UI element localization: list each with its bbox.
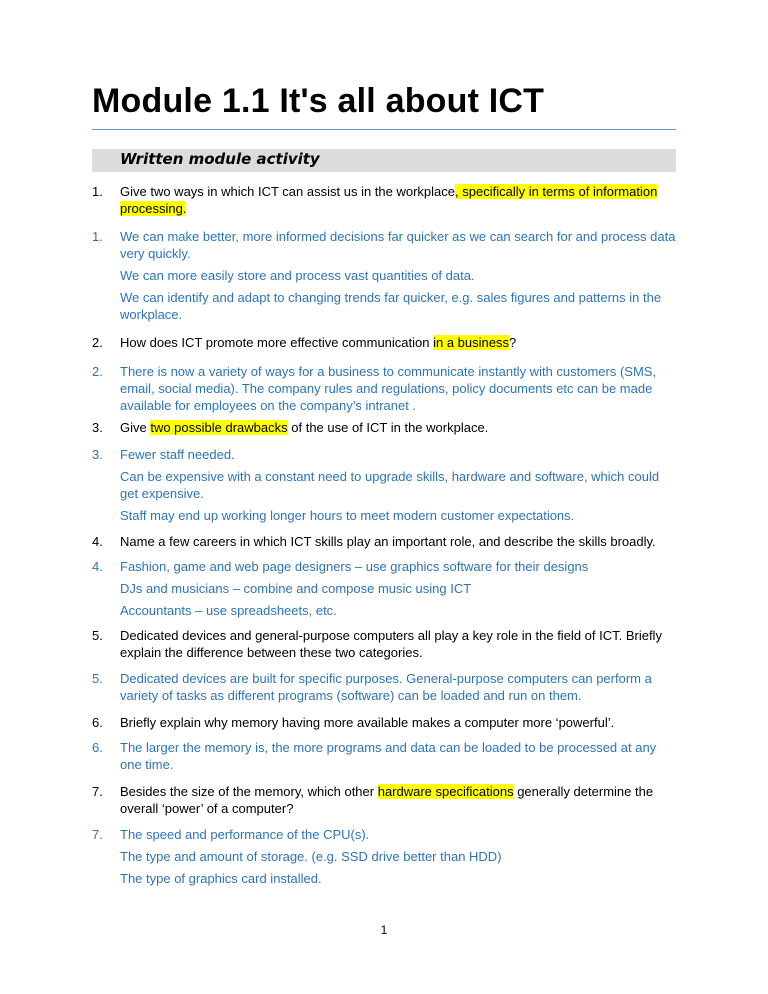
highlight: in a business bbox=[433, 335, 509, 350]
answer-text: Dedicated devices are built for specific purposes. General-purpose computers can perform a variety of tasks as different programs (software) can be loaded and run on them. bbox=[120, 671, 652, 703]
answer-number: 2. bbox=[92, 364, 103, 379]
question-text: Besides the size of the memory, which other hardware specifications generally determine the overall ‘power’ of a computer? bbox=[120, 784, 654, 816]
answer-text: We can make better, more informed decisions far quicker as we can search for and process data very quickly. We can more easily store and process vast quantities of data. We can identify and adapt to changing trends far quicker, e.g. sales figures and patterns in the workplace. bbox=[120, 229, 676, 322]
section-heading-bar bbox=[92, 149, 676, 172]
question-number: 5. bbox=[92, 628, 103, 643]
answer-text: Fewer staff needed. Can be expensive with a constant need to upgrade skills, hardware and software, which could get expensive. Staff may end up working longer hours to meet modern customer expectations. bbox=[120, 447, 660, 523]
answer-text: Fashion, game and web page designers – use graphics software for their designs DJs and musicians – combine and compose music using ICT Accountants – use spreadsheets, etc. bbox=[120, 559, 589, 618]
highlight: processing. bbox=[120, 201, 187, 216]
question-number: 2. bbox=[92, 335, 103, 350]
highlight: hardware specifications bbox=[377, 784, 514, 799]
question-text: Give two possible drawbacks of the use of ICT in the workplace. bbox=[120, 420, 489, 435]
answer-number: 7. bbox=[92, 827, 103, 842]
question-text: Give two ways in which ICT can assist us in the workplace, specifically in terms of information processing. bbox=[120, 184, 658, 216]
question-number: 6. bbox=[92, 715, 103, 730]
question-text: Dedicated devices and general-purpose computers all play a key role in the field of ICT. Briefly explain the difference between these two categories. bbox=[120, 628, 662, 660]
answer-text: The speed and performance of the CPU(s). The type and amount of storage. (e.g. SSD drive better than HDD) The type of graphics card installed. bbox=[120, 827, 502, 886]
page-title: Module 1.1 It's all about ICT bbox=[92, 82, 545, 120]
question-text: Briefly explain why memory having more available makes a computer more ‘powerful’. bbox=[120, 715, 615, 730]
answer-text: There is now a variety of ways for a business to communicate instantly with customers (SMS, email, social media). The company rules and regulations, policy documents etc can be made available for employees on the company’s intranet . bbox=[120, 364, 657, 413]
section-heading: Written module activity bbox=[120, 150, 320, 168]
answer-number: 1. bbox=[92, 229, 103, 244]
highlight: , specifically in terms of information bbox=[455, 184, 658, 199]
answer-number: 5. bbox=[92, 671, 103, 686]
title-underline bbox=[92, 129, 676, 130]
question-text: Name a few careers in which ICT skills play an important role, and describe the skills broadly. bbox=[120, 534, 656, 549]
question-number: 4. bbox=[92, 534, 103, 549]
answer-number: 3. bbox=[92, 447, 103, 462]
question-number: 7. bbox=[92, 784, 103, 799]
highlight: two possible drawbacks bbox=[150, 420, 288, 435]
answer-text: The larger the memory is, the more programs and data can be loaded to be processed at any one time. bbox=[120, 740, 657, 772]
answer-number: 6. bbox=[92, 740, 103, 755]
page-number: 1 bbox=[380, 923, 388, 937]
question-text: How does ICT promote more effective communication in a business? bbox=[120, 335, 517, 350]
answer-number: 4. bbox=[92, 559, 103, 574]
question-number: 1. bbox=[92, 184, 103, 199]
question-number: 3. bbox=[92, 420, 103, 435]
